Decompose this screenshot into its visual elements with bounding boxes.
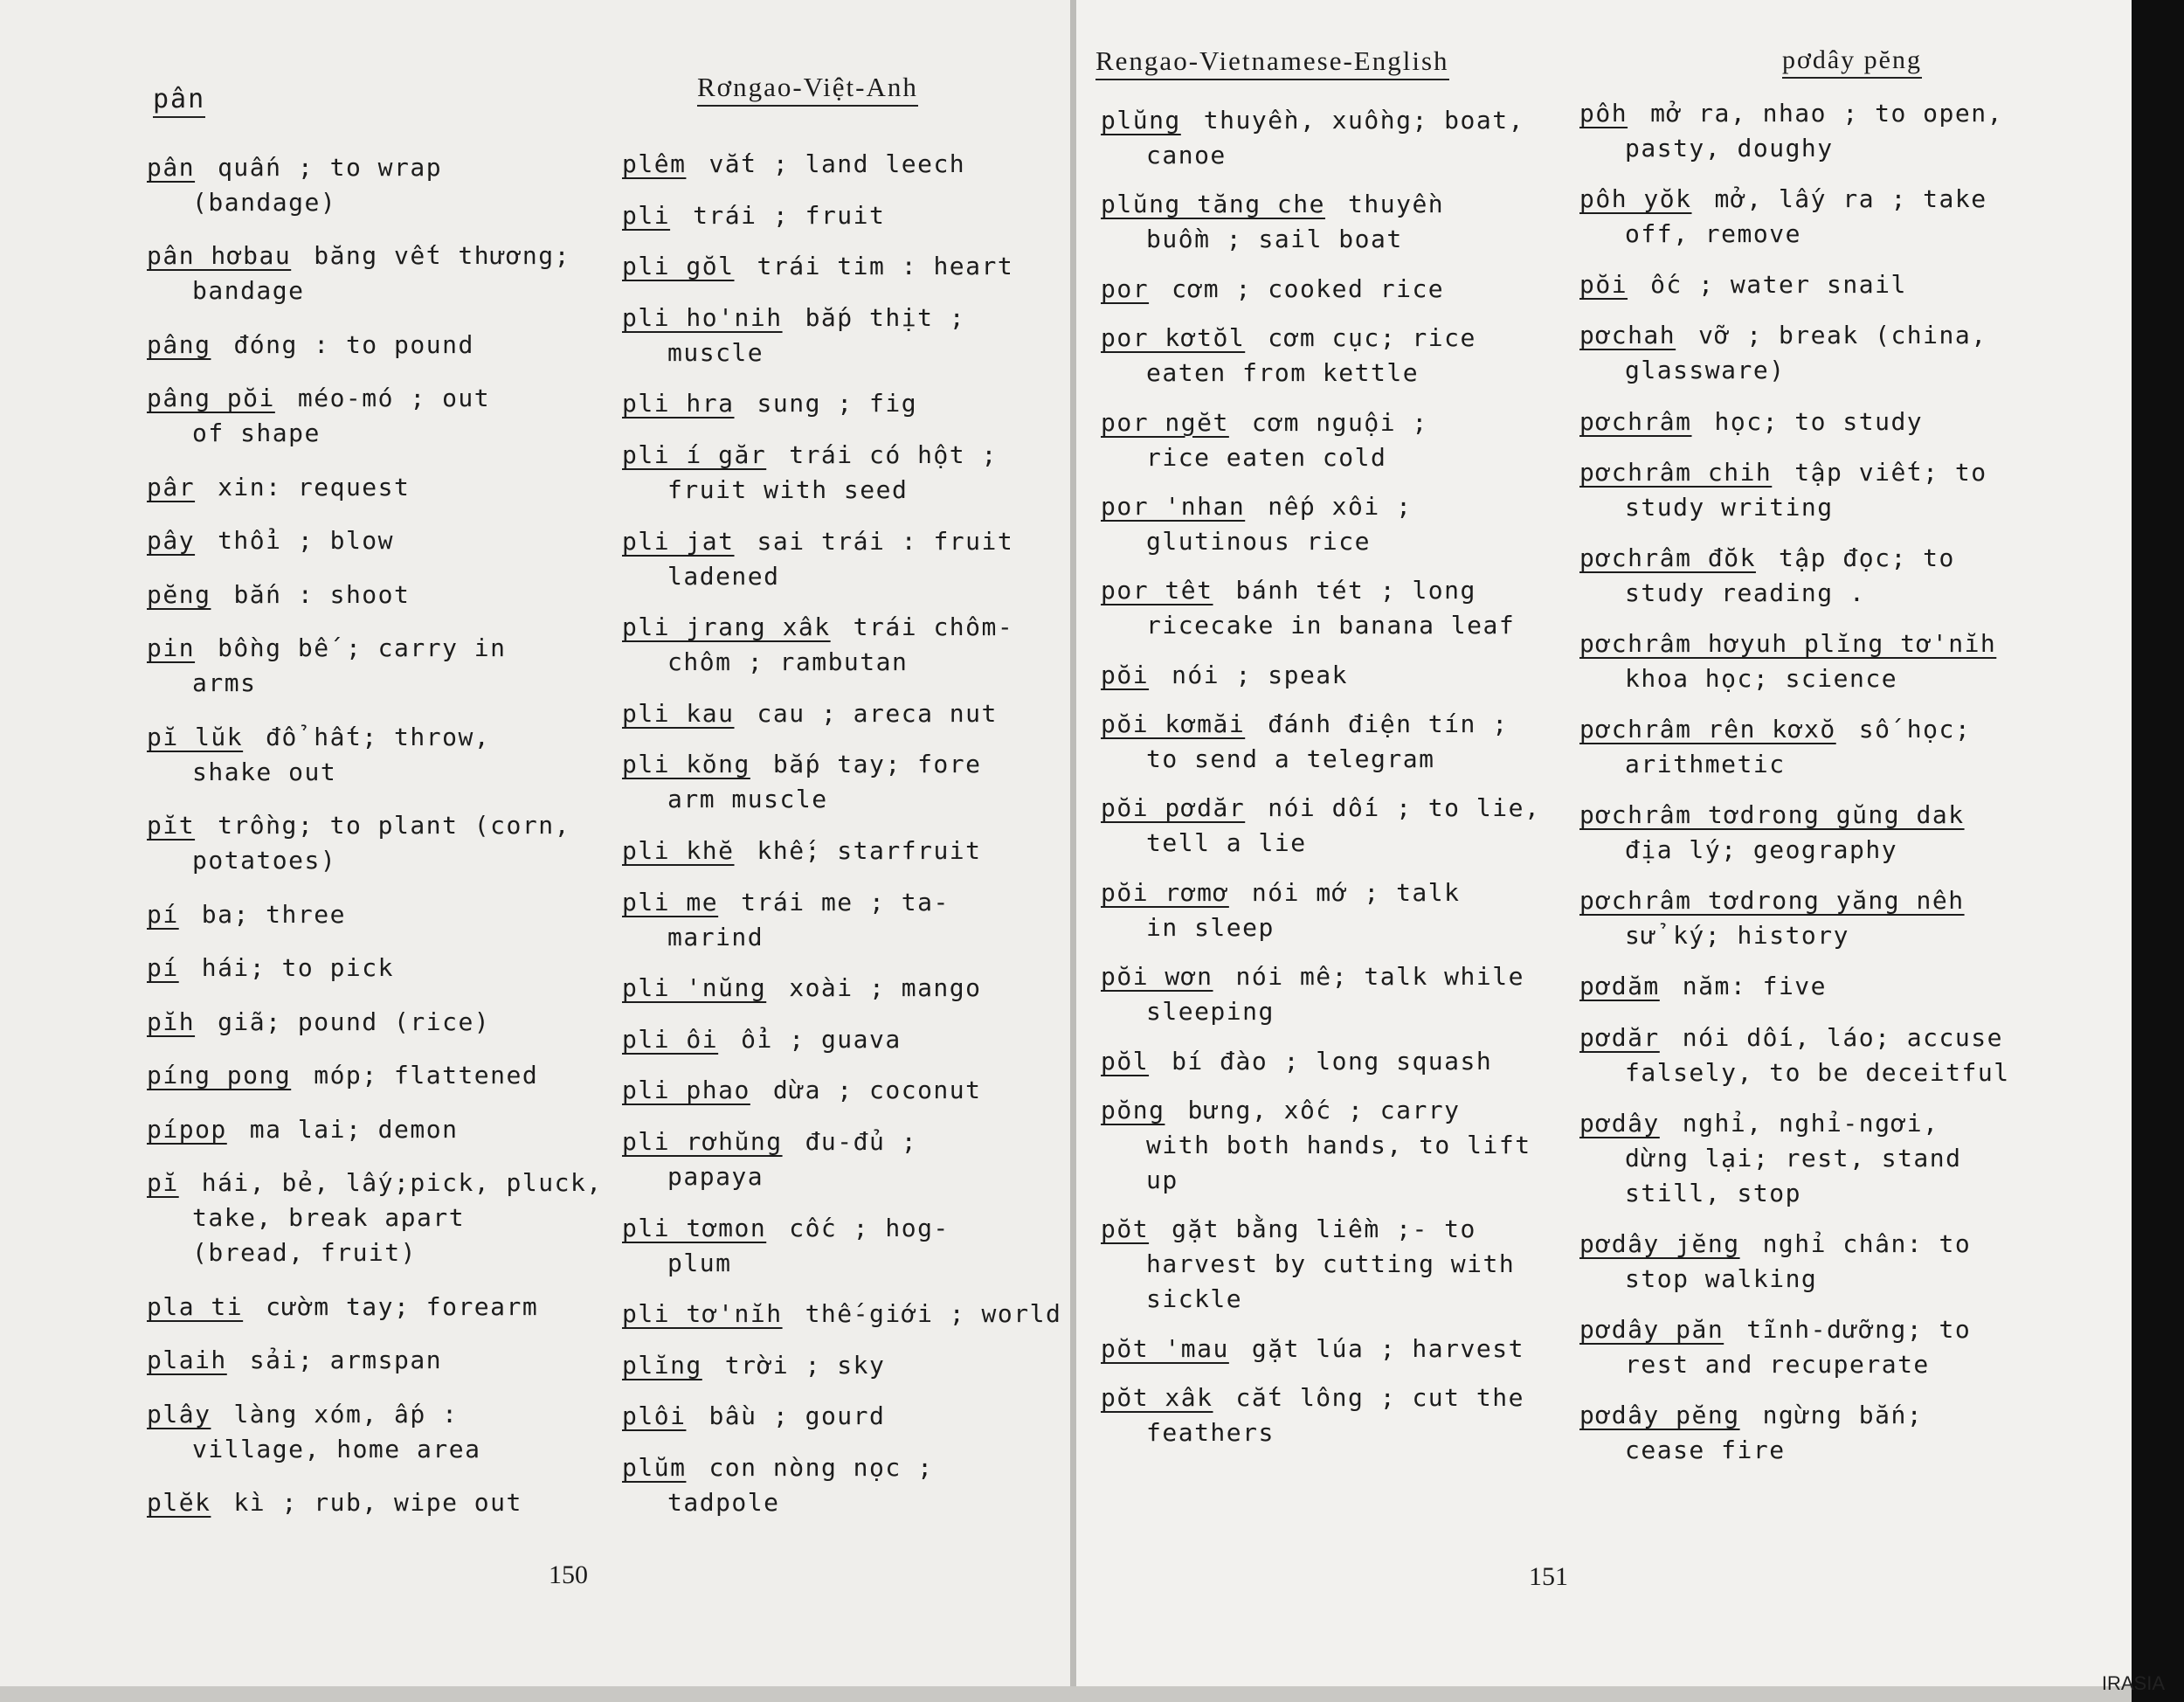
dictionary-entry (1101, 658, 1348, 693)
dictionary-entry (147, 1397, 480, 1467)
dictionary-entry (147, 523, 394, 558)
left-page-title: Rơngao-Việt-Anh (697, 72, 918, 107)
definition: méo-mó ; out (297, 384, 491, 413)
definition-continuation: glutinous rice (1146, 526, 1372, 556)
dictionary-entry (622, 885, 950, 955)
definition: đu-đủ ; (805, 1127, 918, 1156)
dictionary-entry (1101, 707, 1509, 777)
definition-continuation: (bread, fruit) (192, 1238, 418, 1268)
definition: nếp xôi ; (1268, 491, 1413, 521)
headword: plaih (147, 1346, 227, 1375)
definition: hái, bẻ, lấy;pick, pluck, (201, 1168, 603, 1198)
definition-continuation: study reading . (1625, 578, 1866, 607)
headword: pơchrâm đŏk (1579, 543, 1756, 572)
definition-continuation: fruit with seed (667, 475, 909, 504)
dictionary-entry (1101, 1044, 1492, 1079)
headword: pŏi wơn (1101, 962, 1213, 992)
dictionary-entry (622, 524, 1013, 594)
definition-continuation: khoa học; science (1625, 663, 1898, 693)
headword: pân (147, 153, 196, 182)
dictionary-entry (1101, 272, 1444, 307)
headword: plĭng (622, 1350, 702, 1380)
right-page-number: 151 (1529, 1562, 1568, 1591)
dictionary-entry (622, 1022, 902, 1057)
headword: plŭng (1101, 106, 1181, 135)
definition-continuation: in sleep (1146, 912, 1275, 942)
definition: nghỉ, nghỉ-ngơi, (1682, 1108, 1939, 1138)
headword: por ngĕt (1101, 407, 1229, 437)
headword: plôi (622, 1401, 687, 1431)
headword: pâng pŏi (147, 384, 275, 413)
definition: móp; flattened (314, 1061, 539, 1090)
definition: học; to study (1714, 406, 1924, 436)
headword: pli kŏng (622, 750, 750, 779)
definition-continuation: rice eaten cold (1146, 442, 1387, 472)
headword: pli kau (622, 698, 735, 728)
headword: pơdăm (1579, 972, 1660, 1001)
headword: por (1101, 273, 1150, 303)
headword: pli tơ'nĭh (622, 1299, 783, 1329)
dictionary-entry (1579, 405, 1923, 439)
headword: pípop (147, 1114, 227, 1144)
definition: thuyền (1348, 190, 1445, 219)
right-guide-word: pơdây pĕng (1782, 45, 1922, 79)
definition-continuation: arms (192, 668, 257, 698)
definition: nói dối ; to lie, (1268, 793, 1541, 823)
definition-continuation: study writing (1625, 492, 1834, 522)
dictionary-entry (1101, 1380, 1524, 1450)
dictionary-entry (1579, 883, 1987, 953)
headword: pơchrâm tơdrong yăng nêh (1579, 886, 1965, 916)
headword: pŏi (1101, 660, 1150, 689)
definition-continuation: still, stop (1625, 1178, 1801, 1207)
definition-continuation: stop walking (1625, 1263, 1818, 1293)
headword: pŏt xâk (1101, 1383, 1213, 1412)
dictionary-entry (1579, 1398, 1923, 1468)
definition: quấn ; to wrap (218, 153, 443, 182)
right-page-title: Rengao-Vietnamese-English (1095, 45, 1449, 80)
dictionary-entry (1101, 1093, 1531, 1198)
dictionary-entry (1101, 103, 1524, 173)
definition-continuation: ricecake in banana leaf (1146, 611, 1516, 640)
headword: pí (147, 899, 179, 929)
definition-continuation: tell a lie (1146, 828, 1307, 858)
dictionary-entry (1101, 321, 1476, 391)
dictionary-entry (147, 808, 570, 878)
headword: plây (147, 1399, 211, 1429)
dictionary-entry (147, 897, 346, 932)
definition: nói mê; talk while (1235, 962, 1524, 992)
dictionary-entry (147, 328, 474, 363)
definition: bắn : shoot (233, 579, 411, 609)
definition: đánh điện tín ; (1268, 709, 1509, 738)
definition-continuation: up (1146, 1165, 1178, 1194)
headword: pli me (622, 887, 719, 917)
dictionary-entry (622, 1124, 917, 1194)
dictionary-entry (1579, 96, 2003, 166)
dictionary-entry (1101, 573, 1515, 643)
definition: bắp tay; fore (772, 750, 982, 779)
definition-continuation: dừng lại; rest, stand (1625, 1143, 1962, 1173)
definition-continuation: to send a telegram (1146, 744, 1435, 773)
headword: pŏt (1101, 1214, 1150, 1244)
headword: pli jrang xâk (622, 612, 831, 642)
definition: đổ hất; throw, (266, 722, 491, 751)
headword: por têt (1101, 576, 1213, 605)
headword: plŭng tăng che (1101, 190, 1326, 219)
headword: pĭ lŭk (147, 722, 244, 751)
definition-continuation: papaya (667, 1162, 764, 1191)
definition-continuation: eaten from kettle (1146, 358, 1420, 388)
definition: giã; pound (rice) (218, 1007, 491, 1036)
definition-continuation: muscle (667, 337, 764, 367)
headword: pơchrâm rên kơxŏ (1579, 715, 1836, 744)
headword: pli gŏl (622, 252, 735, 281)
dictionary-entry (1101, 405, 1428, 475)
definition-continuation: falsely, to be deceitful (1625, 1057, 2010, 1087)
dictionary-entry (1579, 798, 1987, 868)
definition: trái ; fruit (693, 200, 886, 230)
headword: pâng (147, 329, 211, 359)
headword: pơdây pĕng (1579, 1401, 1740, 1429)
headword: pơchah (1579, 321, 1676, 350)
dictionary-entry (147, 720, 490, 790)
definition: cau ; areca nut (757, 698, 998, 728)
definition: cốc ; hog- (789, 1213, 950, 1242)
dictionary-entry (147, 1343, 442, 1378)
definition: cơm ; cooked rice (1171, 273, 1445, 303)
definition-continuation: arm muscle (667, 785, 828, 814)
dictionary-entry (1579, 318, 1987, 388)
headword: pân hơbau (147, 241, 292, 271)
dictionary-entry (1579, 541, 1955, 611)
headword: pơdây păn (1579, 1314, 1724, 1344)
dictionary-entry (622, 1297, 1061, 1332)
definition: cườm tay; forearm (266, 1291, 539, 1321)
definition: cơm nguội ; (1251, 407, 1428, 437)
dictionary-entry (622, 1211, 950, 1281)
headword: pŏi pơdăr (1101, 793, 1246, 823)
headword: pơdây jĕng (1579, 1228, 1740, 1258)
dictionary-entry (622, 747, 982, 817)
headword: pŏi (1579, 270, 1628, 300)
dictionary-entry (1579, 1227, 1971, 1297)
dictionary-entry (147, 239, 570, 308)
dictionary-entry (1101, 875, 1461, 945)
dictionary-entry (1101, 1332, 1524, 1366)
gutter (1070, 0, 1076, 1702)
definition-continuation: of shape (192, 419, 321, 448)
headword: pli rơhŭng (622, 1127, 783, 1156)
headword: pla ti (147, 1291, 244, 1321)
dictionary-entry (622, 834, 982, 868)
definition: nói ; speak (1171, 660, 1349, 689)
headword: pli phao (622, 1076, 750, 1105)
headword: pli khĕ (622, 836, 735, 865)
dictionary-entry (622, 971, 982, 1006)
definition: nói dối, láo; accuse (1682, 1022, 2003, 1052)
headword: pli ho'nih (622, 302, 783, 332)
right-page (1076, 0, 2132, 1702)
definition-continuation: off, remove (1625, 219, 1801, 249)
dictionary-entry (147, 578, 410, 612)
definition: trái chôm- (853, 612, 1014, 642)
definition: mở ra, nhao ; to open, (1650, 99, 2003, 128)
headword: pli (622, 200, 671, 230)
headword: pli jat (622, 526, 735, 556)
definition-continuation: potatoes) (192, 846, 337, 875)
definition: vắt ; land leech (708, 149, 966, 178)
dictionary-entry (1579, 1021, 2010, 1090)
dictionary-entry (147, 381, 490, 451)
dictionary-entry (147, 631, 507, 701)
definition: xoài ; mango (789, 973, 982, 1003)
definition-continuation: chôm ; rambutan (667, 647, 909, 677)
dictionary-entry (1101, 489, 1412, 559)
definition-continuation: địa lý; geography (1625, 835, 1898, 865)
definition: dừa ; coconut (772, 1076, 982, 1105)
dictionary-entry (147, 1290, 538, 1325)
definition-continuation: ladened (667, 561, 780, 591)
dictionary-entry (1579, 969, 1827, 1004)
headword: pí (147, 953, 179, 983)
definition: ba; three (201, 899, 346, 929)
definition: bí đào ; long squash (1171, 1046, 1493, 1076)
headword: pli 'nŭng (622, 973, 767, 1003)
definition-continuation: sleeping (1146, 997, 1275, 1027)
dictionary-entry (622, 1073, 982, 1108)
headword: pĭ (147, 1168, 179, 1198)
dictionary-entry (1579, 455, 1987, 525)
dictionary-entry (1579, 1312, 1971, 1382)
definition-continuation: shake out (192, 757, 337, 786)
definition: ngừng bắn; (1762, 1401, 1924, 1429)
headword: pŏi kơmăi (1101, 709, 1246, 738)
headword: pĕng (147, 579, 211, 609)
left-page (0, 0, 1070, 1702)
headword: pâr (147, 472, 196, 502)
definition-continuation: plum (667, 1248, 732, 1277)
headword: pŏng (1101, 1095, 1165, 1124)
definition-continuation: arithmetic (1625, 750, 1786, 778)
definition-continuation: sickle (1146, 1284, 1243, 1314)
headword: pơchrâm (1579, 406, 1692, 436)
dictionary-entry (622, 1399, 885, 1434)
dictionary-entry (622, 249, 1013, 284)
definition-continuation: canoe (1146, 141, 1227, 170)
dictionary-entry (1579, 182, 1987, 252)
headword: pôh (1579, 99, 1628, 128)
headword: por kơtŏl (1101, 323, 1246, 353)
dictionary-entry (1101, 1212, 1515, 1317)
headword: pây (147, 526, 196, 556)
definition: đóng : to pound (233, 329, 474, 359)
dictionary-entry (147, 1166, 603, 1270)
definition: bầu ; gourd (708, 1401, 886, 1431)
definition: thổi ; blow (218, 526, 395, 556)
dictionary-entry (622, 696, 998, 731)
dictionary-entry (622, 1450, 933, 1520)
definition: bồng bế ; carry in (218, 633, 507, 663)
definition: kì ; rub, wipe out (233, 1488, 522, 1517)
dictionary-entry (147, 1005, 490, 1040)
definition-continuation: bandage (192, 276, 305, 306)
definition-continuation: marind (667, 922, 764, 951)
definition: thuyền, xuồng; boat, (1203, 106, 1524, 135)
definition: bánh tét ; long (1235, 576, 1476, 605)
definition: cắt lông ; cut the (1235, 1383, 1524, 1412)
dictionary-entry (622, 610, 1013, 680)
definition: tập đọc; to (1778, 543, 1955, 572)
definition: làng xóm, ấp : (233, 1399, 459, 1429)
definition: hái; to pick (201, 953, 395, 983)
definition-continuation: (bandage) (192, 188, 337, 217)
definition: cơm cục; rice (1268, 323, 1476, 353)
dictionary-entry (622, 147, 965, 182)
definition-continuation: with both hands, to lift (1146, 1130, 1531, 1159)
definition: con nòng nọc ; (708, 1453, 934, 1482)
dictionary-entry (1579, 626, 2019, 696)
definition: gặt bằng liềm ;- to (1171, 1214, 1476, 1244)
definition: sai trái : fruit (757, 526, 1014, 556)
dictionary-entry (147, 1485, 522, 1520)
definition: gặt lúa ; harvest (1251, 1333, 1524, 1363)
headword: pôh yŏk (1579, 184, 1692, 214)
definition-continuation: buồm ; sail boat (1146, 225, 1403, 254)
definition-continuation: pasty, doughy (1625, 134, 1834, 163)
dictionary-entry (1579, 712, 1971, 782)
dictionary-entry (147, 951, 394, 986)
definition: sải; armspan (249, 1346, 443, 1375)
definition: khế; starfruit (757, 836, 982, 865)
scan-border (2132, 0, 2184, 1702)
definition-continuation: feathers (1146, 1418, 1275, 1447)
definition: số học; (1858, 715, 1972, 744)
headword: pŏt 'mau (1101, 1333, 1229, 1363)
dictionary-entry (147, 1112, 458, 1147)
headword: pli ôi (622, 1024, 719, 1054)
definition: trái me ; ta- (741, 887, 950, 917)
headword: píng pong (147, 1061, 292, 1090)
definition: nói mớ ; talk (1251, 877, 1461, 907)
dictionary-entry (622, 1348, 885, 1383)
definition: sung ; fig (757, 389, 918, 419)
definition: tĩnh-dưỡng; to (1746, 1314, 1972, 1344)
dictionary-entry (1579, 1106, 1962, 1211)
headword: pơchrâm hơyuh plĭng tơ'nĭh (1579, 628, 1997, 658)
dictionary-entry (622, 386, 917, 421)
headword: pŏl (1101, 1046, 1150, 1076)
dictionary-entry (147, 470, 410, 505)
definition-continuation: glassware) (1625, 356, 1786, 385)
headword: plŭm (622, 1453, 687, 1482)
headword: pơchrâm chih (1579, 457, 1773, 487)
definition-continuation: rest and recuperate (1625, 1349, 1930, 1379)
headword: pĭt (147, 811, 196, 841)
headword: pin (147, 633, 196, 663)
definition: nghỉ chân: to (1762, 1228, 1972, 1258)
headword: pli tơmon (622, 1213, 767, 1242)
definition: xin: request (218, 472, 411, 502)
definition: vỡ ; break (china, (1698, 321, 1987, 350)
definition: ổi ; guava (741, 1024, 902, 1054)
definition-continuation: sử ký; history (1625, 921, 1850, 951)
definition: ốc ; water snail (1650, 270, 1907, 300)
definition: bắp thịt ; (805, 302, 966, 332)
definition: thế-giới ; world (805, 1299, 1062, 1329)
definition: bưng, xốc ; carry (1187, 1095, 1461, 1124)
headword: plêm (622, 149, 687, 178)
dictionary-entry (1101, 187, 1444, 257)
headword: pĭh (147, 1007, 196, 1036)
definition-continuation: take, break apart (192, 1203, 466, 1233)
headword: pli í găr (622, 440, 767, 469)
definition-continuation: village, home area (192, 1434, 481, 1463)
definition: băng vết thương; (314, 241, 570, 271)
headword: pli hra (622, 389, 735, 419)
definition-continuation: cease fire (1625, 1436, 1786, 1464)
headword: por 'nhan (1101, 491, 1246, 521)
left-page-number: 150 (549, 1560, 588, 1589)
definition: tập viết; to (1794, 457, 1987, 487)
definition-continuation: harvest by cutting with (1146, 1249, 1516, 1279)
watermark: IRASIA (2101, 1672, 2165, 1694)
definition: năm: five (1682, 972, 1828, 1001)
dictionary-entry (622, 301, 965, 370)
dictionary-entry (1101, 791, 1540, 861)
dictionary-entry (147, 1058, 538, 1093)
headword: pơchrâm tơdrong gŭng dak (1579, 800, 1965, 830)
headword: pơdây (1579, 1108, 1660, 1138)
definition: trồng; to plant (corn, (218, 811, 570, 841)
headword: plĕk (147, 1488, 211, 1517)
dictionary-entry (1579, 267, 1907, 302)
definition: trời ; sky (724, 1350, 886, 1380)
dictionary-entry (622, 438, 998, 508)
dictionary-entry (622, 198, 885, 233)
dictionary-entry (147, 150, 442, 220)
dictionary-entry (1101, 959, 1524, 1029)
definition: trái có hột ; (789, 440, 998, 469)
page-bottom-edge (0, 1686, 2132, 1702)
headword: pơdăr (1579, 1022, 1660, 1052)
definition: trái tim : heart (757, 252, 1014, 281)
definition: ma lai; demon (249, 1114, 459, 1144)
definition-continuation: tadpole (667, 1488, 780, 1517)
left-guide-word: pân (153, 84, 205, 118)
headword: pŏi rơmơ (1101, 877, 1229, 907)
definition: mở, lấy ra ; take (1714, 184, 1987, 214)
